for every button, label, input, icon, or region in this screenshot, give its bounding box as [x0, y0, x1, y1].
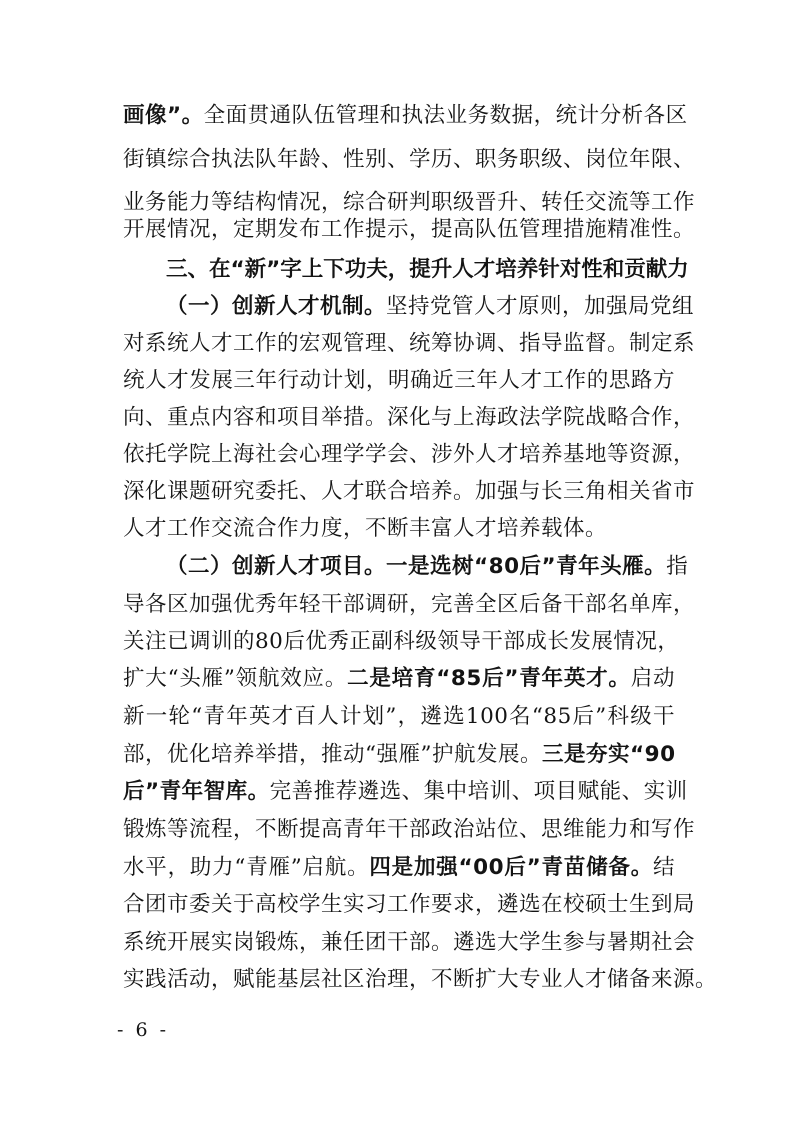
- line-text: 业务能力等结构情况，综合研判职级晋升、转任交流等工作: [123, 190, 696, 215]
- line-text: 合团市委关于高校学生实习工作要求，遴选在校硕士生到局: [123, 892, 696, 917]
- bold-lead-phrase: 三是夯实“90: [542, 742, 676, 767]
- line-text: 结: [652, 855, 675, 880]
- line-text: 统人才发展三年行动计划，明确近三年人才工作的思路方: [123, 368, 675, 393]
- line-text: 部，优化培养举措，推动“强雁”护航发展。: [123, 742, 542, 767]
- line-text: 关注已调训的80后优秀正副科级领导干部成长发展情况，: [123, 629, 680, 654]
- body-line-2: [123, 140, 696, 180]
- line-text: 深化课题研究委托、人才联合培养。加强与长三角相关省市: [123, 479, 696, 504]
- heading-part: 三、在“新”字上下功夫，: [166, 257, 410, 282]
- section-heading: [166, 250, 689, 290]
- bold-lead-phrase: 后”青年智库。: [123, 779, 270, 804]
- bold-subheading: （一）创新人才机制。: [166, 294, 387, 319]
- line-text: 启动: [630, 666, 675, 691]
- subheading-line-2: [166, 547, 689, 587]
- line-text: 锻炼等流程，不断提高青年干部政治站位、思维能力和写作: [123, 817, 696, 842]
- line-text: 街镇综合执法队年龄、性别、学历、职务职级、岗位年限、: [123, 147, 696, 172]
- line-text: 完善推荐遴选、集中培训、项目赋能、实训: [269, 779, 688, 804]
- body-line-24: [123, 960, 718, 1000]
- body-line-19: [123, 772, 688, 812]
- body-line-1: [123, 96, 688, 136]
- body-line-16: [123, 659, 675, 699]
- body-line-7: [123, 324, 696, 364]
- line-text: 水平，助力“青雁”启航。: [123, 855, 370, 880]
- bold-subheading: （二）创新人才项目。一是选树“80后”青年头雁。: [166, 554, 667, 579]
- line-text: 扩大“头雁”领航效应。: [123, 666, 348, 691]
- body-line-18: [123, 735, 675, 775]
- body-line-21: [123, 848, 675, 888]
- line-text: 指: [666, 554, 689, 579]
- body-line-23: [123, 923, 696, 963]
- body-line-22: [123, 885, 696, 925]
- body-line-14: [123, 585, 696, 625]
- bold-lead-phrase: 四是加强“00后”青苗储备。: [369, 855, 653, 880]
- line-text: 导各区加强优秀年轻干部调研，完善全区后备干部名单库，: [123, 592, 696, 617]
- body-line-17: [123, 697, 675, 737]
- subheading-line-1: [166, 287, 695, 327]
- page-number: - 6 -: [117, 1019, 170, 1041]
- body-line-15: [123, 622, 680, 662]
- body-line-11: [123, 472, 696, 512]
- body-line-20: [123, 810, 696, 850]
- line-text: 人才工作交流合作力度，不断丰富人才培养载体。: [123, 516, 608, 541]
- line-text: 开展情况，定期发布工作提示，提高队伍管理措施精准性。: [123, 217, 696, 242]
- bold-lead-phrase: 画像”。: [123, 103, 204, 128]
- line-text: 依托学院上海社会心理学学会、涉外人才培养基地等资源，: [123, 442, 696, 467]
- body-line-9: [123, 398, 696, 438]
- line-text: 实践活动，赋能基层社区治理，不断扩大专业人才储备来源。: [123, 967, 718, 992]
- line-text: 对系统人才工作的宏观管理、统筹协调、指导监督。制定系: [123, 331, 696, 356]
- line-text: 向、重点内容和项目举措。深化与上海政法学院战略合作，: [123, 405, 696, 430]
- bold-lead-phrase: 二是培育“85后”青年英才。: [347, 666, 631, 691]
- line-text: 坚持党管人才原则，加强局党组: [386, 294, 695, 319]
- line-text: 全面贯通队伍管理和执法业务数据，统计分析各区: [203, 103, 688, 128]
- body-line-4: [123, 210, 696, 250]
- line-text: 系统开展实岗锻炼，兼任团干部。遴选大学生参与暑期社会: [123, 930, 696, 955]
- body-line-8: [123, 361, 675, 401]
- line-text: 新一轮“青年英才百人计划”，遴选100名“85后”科级干: [123, 704, 675, 729]
- heading-part: 提升人才培养针对性和贡献力: [409, 257, 689, 282]
- body-line-12: [123, 509, 675, 549]
- body-line-10: [123, 435, 696, 475]
